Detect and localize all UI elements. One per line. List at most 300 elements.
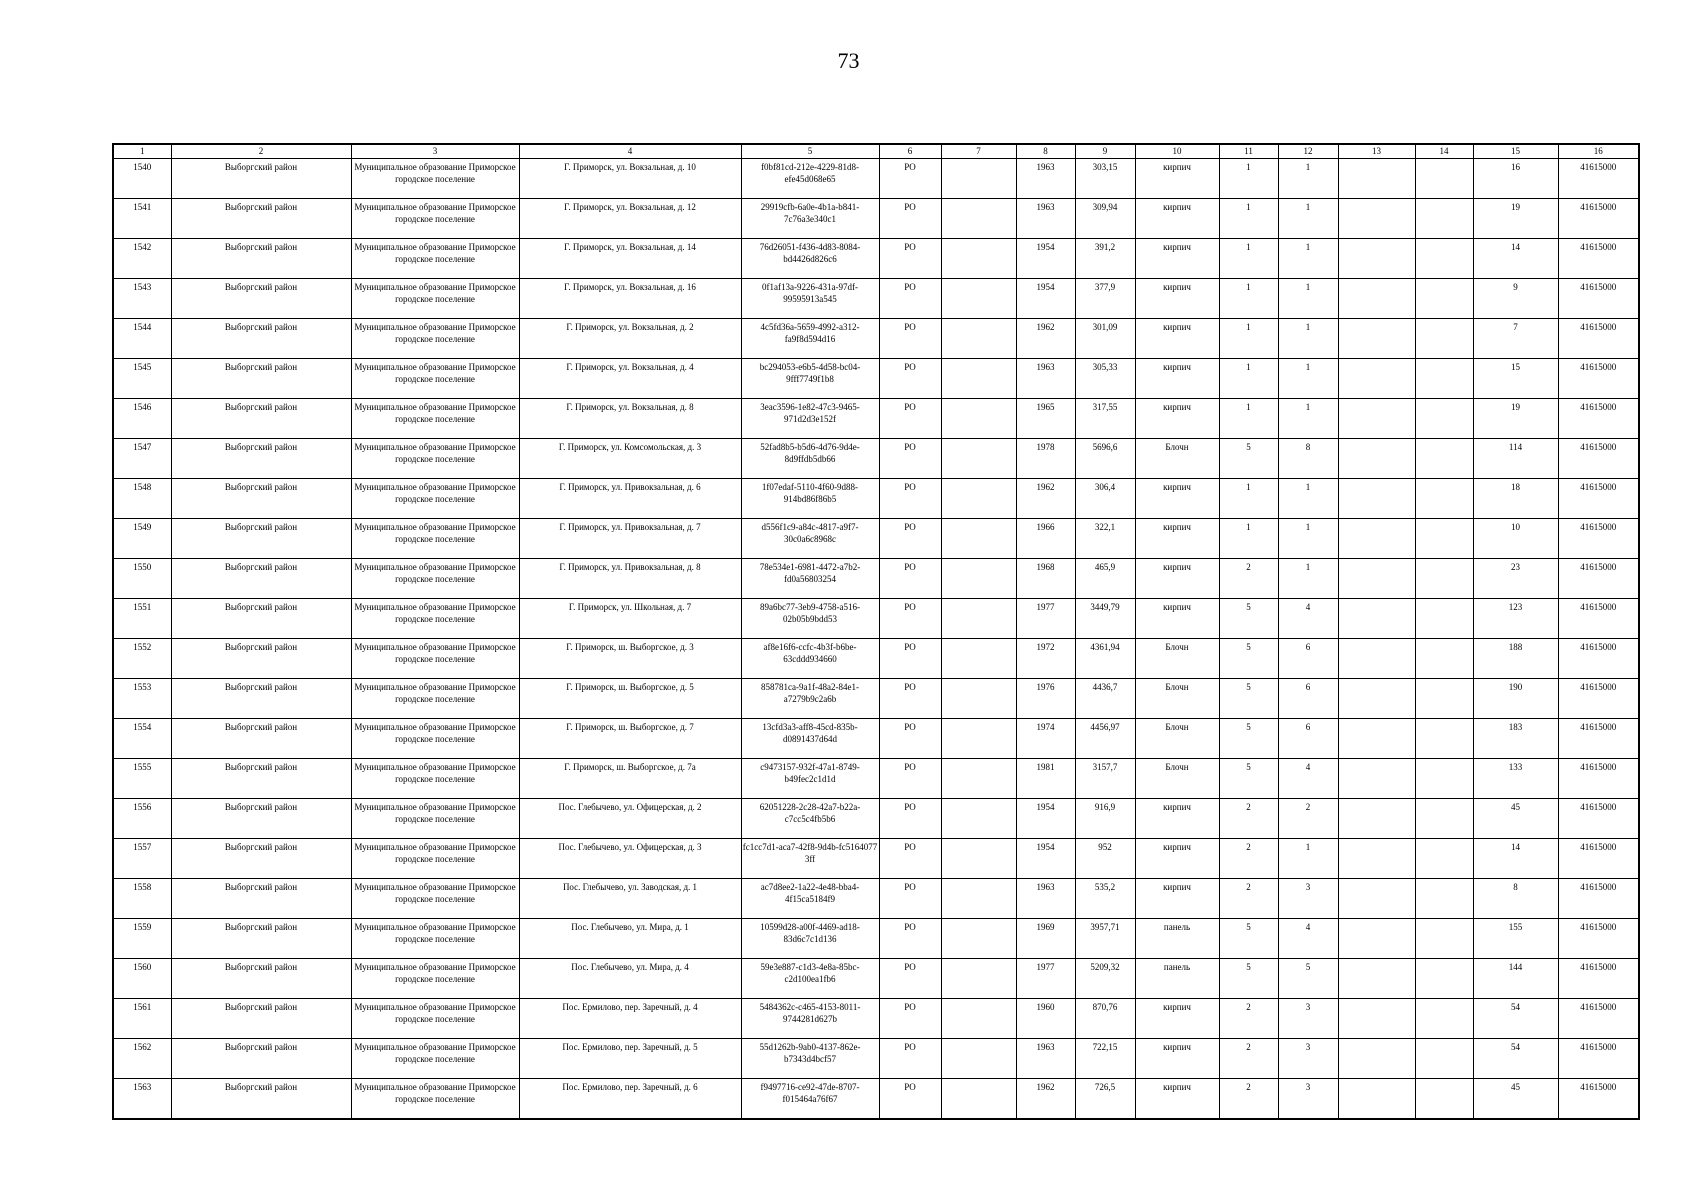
table-cell: панель [1135,919,1219,959]
table-cell: Муниципальное образование Приморское городское поселение [351,479,519,519]
table-cell: Пос. Глебычево, ул. Офицерская, д. 3 [519,839,741,879]
table-cell: 1547 [113,439,171,479]
table-cell: 1558 [113,879,171,919]
table-cell: 10 [1473,519,1558,559]
table-cell: Пос. Глебычево, ул. Мира, д. 4 [519,959,741,999]
table-cell: РО [879,279,941,319]
table-cell [1338,759,1415,799]
table-row [113,239,1639,279]
table-cell: Г. Приморск, ул. Вокзальная, д. 10 [519,159,741,199]
table-cell: 317,55 [1075,399,1135,439]
table-cell [1415,959,1473,999]
table-cell: РО [879,559,941,599]
table-row [113,159,1639,199]
table-cell: РО [879,399,941,439]
table-cell: панель [1135,959,1219,999]
table-cell: 4 [1278,759,1338,799]
table-cell: 1978 [1016,439,1075,479]
table-cell: fc1cc7d1-aca7-42f8-9d4b-fc5164077 3ff [741,839,879,879]
table-cell [1415,759,1473,799]
table-cell: 41615000 [1558,519,1639,559]
table-cell: кирпич [1135,359,1219,399]
table-cell [1415,839,1473,879]
table-row [113,639,1639,679]
table-cell: Муниципальное образование Приморское городское поселение [351,559,519,599]
table-cell [1338,599,1415,639]
table-cell: 1966 [1016,519,1075,559]
table-cell: 1f07edaf-5110-4f60-9d88-914bd86f86b5 [741,479,879,519]
table-cell: 1 [1278,839,1338,879]
table-row [113,839,1639,879]
table-cell: Выборгский район [171,519,351,559]
table-cell: 1549 [113,519,171,559]
table-cell: 1 [1219,399,1278,439]
table-cell [941,1079,1016,1120]
table-cell: Муниципальное образование Приморское городское поселение [351,159,519,199]
table-cell: Муниципальное образование Приморское городское поселение [351,679,519,719]
table-cell: 188 [1473,639,1558,679]
table-cell: 1551 [113,599,171,639]
table-cell: 1 [1219,319,1278,359]
table-cell: 19 [1473,199,1558,239]
table-cell: 306,4 [1075,479,1135,519]
table-row [113,559,1639,599]
table-cell: 54 [1473,999,1558,1039]
table-cell: 1545 [113,359,171,399]
table-cell: 0f1af13a-9226-431a-97df-99595913a545 [741,279,879,319]
table-cell: Пос. Глебычево, ул. Офицерская, д. 2 [519,799,741,839]
page-number: 73 [837,48,860,73]
table-cell [1338,999,1415,1039]
table-cell: 41615000 [1558,279,1639,319]
table-cell [1338,839,1415,879]
column-header: 6 [879,144,941,159]
table-cell: 1553 [113,679,171,719]
table-cell [1415,559,1473,599]
table-cell: 6 [1278,679,1338,719]
table-cell: 1968 [1016,559,1075,599]
table-cell [1415,999,1473,1039]
table-cell: 1563 [113,1079,171,1120]
table-cell: 4 [1278,919,1338,959]
table-cell: 41615000 [1558,599,1639,639]
table-cell [1415,719,1473,759]
table-cell: 1 [1219,279,1278,319]
table-cell: 5 [1219,599,1278,639]
table-cell [1415,519,1473,559]
table-cell: 1552 [113,639,171,679]
table-cell: 1 [1278,519,1338,559]
table-cell [1338,479,1415,519]
table-row [113,959,1639,999]
table-cell: 1 [1278,319,1338,359]
table-cell: Муниципальное образование Приморское городское поселение [351,839,519,879]
table-cell: Выборгский район [171,999,351,1039]
table-cell: РО [879,999,941,1039]
table-cell: 916,9 [1075,799,1135,839]
table-cell: 322,1 [1075,519,1135,559]
table-cell: Муниципальное образование Приморское городское поселение [351,319,519,359]
table-cell [1415,799,1473,839]
table-cell: 16 [1473,159,1558,199]
column-header: 11 [1219,144,1278,159]
column-header: 13 [1338,144,1415,159]
table-cell: Г. Приморск, ул. Вокзальная, д. 2 [519,319,741,359]
table-cell: 123 [1473,599,1558,639]
table-cell [1338,879,1415,919]
table-cell: 2 [1219,1079,1278,1120]
table-cell: 41615000 [1558,1079,1639,1120]
table-cell: 1962 [1016,319,1075,359]
table-cell: Блочн [1135,639,1219,679]
table-row [113,199,1639,239]
table-cell: 2 [1219,839,1278,879]
table-cell: Выборгский район [171,799,351,839]
table-cell: Г. Приморск, ш. Выборгское, д. 3 [519,639,741,679]
table-cell: 55d1262b-9ab0-4137-862e-b7343d4bcf57 [741,1039,879,1079]
table-cell: Муниципальное образование Приморское городское поселение [351,719,519,759]
table-cell: 1 [1278,479,1338,519]
table-cell: РО [879,959,941,999]
table-cell: 1543 [113,279,171,319]
table-cell: РО [879,1039,941,1079]
table-cell: Выборгский район [171,1079,351,1120]
table-cell: 2 [1219,999,1278,1039]
table-cell: 13cfd3a3-aff8-45cd-835b-d0891437d64d [741,719,879,759]
table-cell: Пос. Глебычево, ул. Мира, д. 1 [519,919,741,959]
table-cell: 1972 [1016,639,1075,679]
table-cell: Пос. Ермилово, пер. Заречный, д. 4 [519,999,741,1039]
table-cell: Выборгский район [171,639,351,679]
table-cell: Выборгский район [171,439,351,479]
table-cell: 41615000 [1558,559,1639,599]
table-cell: 1562 [113,1039,171,1079]
header-row [113,144,1639,159]
table-cell: Пос. Ермилово, пер. Заречный, д. 6 [519,1079,741,1120]
table-cell: 2 [1219,799,1278,839]
table-cell: Муниципальное образование Приморское городское поселение [351,999,519,1039]
table-cell: Выборгский район [171,199,351,239]
table-row [113,919,1639,959]
table-cell: кирпич [1135,1039,1219,1079]
table-cell [941,959,1016,999]
table-cell: 41615000 [1558,1039,1639,1079]
table-cell: Пос. Глебычево, ул. Заводская, д. 1 [519,879,741,919]
table-cell: РО [879,799,941,839]
table-cell [1415,359,1473,399]
table-cell: 1544 [113,319,171,359]
table-cell: Блочн [1135,759,1219,799]
table-cell: 1550 [113,559,171,599]
table-cell: Выборгский район [171,679,351,719]
table-cell: 4c5fd36a-5659-4992-a312-fa9f8d594d16 [741,319,879,359]
table-cell: 3 [1278,1039,1338,1079]
table-cell: 5209,32 [1075,959,1135,999]
table-cell [941,239,1016,279]
column-header: 10 [1135,144,1219,159]
column-header: 3 [351,144,519,159]
table-cell: 1 [1278,399,1338,439]
table-cell: ac7d8ee2-1a22-4e48-bba4-4f15ca5184f9 [741,879,879,919]
table-cell: 1 [1219,479,1278,519]
table-cell: 305,33 [1075,359,1135,399]
table-cell: Муниципальное образование Приморское городское поселение [351,279,519,319]
table-cell: 3 [1278,1079,1338,1120]
column-header: 1 [113,144,171,159]
table-cell: 1541 [113,199,171,239]
table-row [113,519,1639,559]
table-cell: Г. Приморск, ул. Школьная, д. 7 [519,599,741,639]
column-header: 7 [941,144,1016,159]
table-cell [941,279,1016,319]
table-cell: 1 [1219,359,1278,399]
table-cell: Выборгский район [171,759,351,799]
table-cell: 144 [1473,959,1558,999]
table-cell: 2 [1219,879,1278,919]
table-cell [1338,719,1415,759]
table-cell [1415,279,1473,319]
table-cell: Выборгский район [171,399,351,439]
table-cell: Муниципальное образование Приморское городское поселение [351,439,519,479]
table-cell [941,639,1016,679]
table-cell: 722,15 [1075,1039,1135,1079]
table-cell: 4 [1278,599,1338,639]
table-cell: Г. Приморск, ш. Выборгское, д. 7 [519,719,741,759]
table-row [113,479,1639,519]
table-cell: 1962 [1016,1079,1075,1120]
table-cell: 1 [1219,159,1278,199]
table-cell: 41615000 [1558,679,1639,719]
table-cell: 41615000 [1558,799,1639,839]
table-cell: 1965 [1016,399,1075,439]
table-cell: 2 [1278,799,1338,839]
column-header: 8 [1016,144,1075,159]
table-cell: 7 [1473,319,1558,359]
column-header: 4 [519,144,741,159]
table-cell: 1962 [1016,479,1075,519]
table-cell: Муниципальное образование Приморское городское поселение [351,1039,519,1079]
table-cell: 377,9 [1075,279,1135,319]
table-cell: РО [879,759,941,799]
housing-registry-table [112,143,1640,1120]
table-cell: 1559 [113,919,171,959]
table-cell [941,559,1016,599]
table-cell: 465,9 [1075,559,1135,599]
table-cell: Выборгский район [171,239,351,279]
table-row [113,679,1639,719]
table-cell: 1548 [113,479,171,519]
table-cell: 41615000 [1558,239,1639,279]
table-cell: 1960 [1016,999,1075,1039]
table-cell: 303,15 [1075,159,1135,199]
table-cell: 10599d28-a00f-4469-ad18-83d6c7c1d136 [741,919,879,959]
table-cell [1415,239,1473,279]
table-cell: 5 [1278,959,1338,999]
table-cell [1415,1079,1473,1120]
table-cell: Муниципальное образование Приморское городское поселение [351,199,519,239]
table-cell: Г. Приморск, ш. Выборгское, д. 7а [519,759,741,799]
table-cell: 3449,79 [1075,599,1135,639]
table-cell: 5 [1219,719,1278,759]
table-cell: f0bf81cd-212e-4229-81d8-efe45d068e65 [741,159,879,199]
table-cell [1338,399,1415,439]
table-cell: РО [879,1079,941,1120]
table-cell: bc294053-e6b5-4d58-bc04-9fff7749f1b8 [741,359,879,399]
table-cell [1415,199,1473,239]
table-cell: 9 [1473,279,1558,319]
table-cell [941,199,1016,239]
table-cell: 1 [1278,279,1338,319]
table-cell: 41615000 [1558,159,1639,199]
table-cell: 41615000 [1558,199,1639,239]
table-cell: кирпич [1135,559,1219,599]
table-cell [1338,439,1415,479]
table-cell: 1542 [113,239,171,279]
table-cell: 726,5 [1075,1079,1135,1120]
table-cell: 23 [1473,559,1558,599]
table-cell [1338,359,1415,399]
table-cell: 1976 [1016,679,1075,719]
column-header: 12 [1278,144,1338,159]
table-cell: 1977 [1016,959,1075,999]
table-cell: 5 [1219,639,1278,679]
table-cell: 1963 [1016,1039,1075,1079]
table-cell: 1963 [1016,159,1075,199]
table-cell: 14 [1473,839,1558,879]
table-cell [1415,679,1473,719]
table-cell: Выборгский район [171,879,351,919]
table-cell [941,1039,1016,1079]
column-header: 15 [1473,144,1558,159]
table-cell: Г. Приморск, ул. Вокзальная, д. 16 [519,279,741,319]
table-cell: 41615000 [1558,959,1639,999]
table-cell: 54 [1473,1039,1558,1079]
table-cell: Выборгский район [171,719,351,759]
table-cell: 155 [1473,919,1558,959]
column-header: 14 [1415,144,1473,159]
table-cell: РО [879,199,941,239]
table-cell [1338,1039,1415,1079]
column-header: 9 [1075,144,1135,159]
table-cell: 1 [1278,199,1338,239]
table-cell: Выборгский район [171,479,351,519]
table-cell: Выборгский район [171,359,351,399]
table-cell: 1554 [113,719,171,759]
table-cell: Г. Приморск, ул. Вокзальная, д. 14 [519,239,741,279]
table-cell: c9473157-932f-47a1-8749-b49fec2c1d1d [741,759,879,799]
table-cell: РО [879,319,941,359]
table-cell: 1 [1219,519,1278,559]
table-cell: РО [879,359,941,399]
table-cell: Выборгский район [171,319,351,359]
table-cell: Г. Приморск, ул. Вокзальная, д. 4 [519,359,741,399]
table-cell [1415,1039,1473,1079]
table-cell [1338,639,1415,679]
table-cell: f9497716-ce92-47de-8707-f015464a76f67 [741,1079,879,1120]
table-cell [941,599,1016,639]
table-cell: 1974 [1016,719,1075,759]
table-cell: 1 [1219,199,1278,239]
table-cell: 5696,6 [1075,439,1135,479]
table-cell: Блочн [1135,679,1219,719]
table-cell: 1556 [113,799,171,839]
table-cell: Г. Приморск, ул. Привокзальная, д. 7 [519,519,741,559]
table-cell: РО [879,719,941,759]
table-cell: 133 [1473,759,1558,799]
table-cell: 41615000 [1558,839,1639,879]
table-cell: 59e3e887-c1d3-4e8a-85bc-c2d100ea1fb6 [741,959,879,999]
table-cell: 41615000 [1558,439,1639,479]
table-body [113,159,1639,1120]
table-cell: 1557 [113,839,171,879]
table-cell: кирпич [1135,839,1219,879]
table-cell: 1 [1278,359,1338,399]
table-cell: Г. Приморск, ул. Вокзальная, д. 12 [519,199,741,239]
table-cell: 45 [1473,1079,1558,1120]
table-cell: 1 [1278,559,1338,599]
table-cell: 1977 [1016,599,1075,639]
table-cell: Муниципальное образование Приморское городское поселение [351,359,519,399]
table-cell [1415,639,1473,679]
table-cell: 5484362c-c465-4153-8011-9744281d627b [741,999,879,1039]
table-cell [941,319,1016,359]
table-cell: РО [879,159,941,199]
table-row [113,879,1639,919]
table-cell: 29919cfb-6a0e-4b1a-b841-7c76a3e340c1 [741,199,879,239]
table-cell: 19 [1473,399,1558,439]
table-cell [941,999,1016,1039]
table-cell: Блочн [1135,719,1219,759]
table-cell: 1555 [113,759,171,799]
table-cell [1415,879,1473,919]
table-cell: РО [879,879,941,919]
table-cell: Г. Приморск, ул. Привокзальная, д. 6 [519,479,741,519]
table-cell: РО [879,919,941,959]
table-cell [941,519,1016,559]
table-cell: Выборгский район [171,839,351,879]
table-cell: 1540 [113,159,171,199]
table-cell [1338,239,1415,279]
table-cell: кирпич [1135,879,1219,919]
table-cell: Блочн [1135,439,1219,479]
table-cell: 45 [1473,799,1558,839]
table-cell: 858781ca-9a1f-48a2-84e1-a7279b9c2a6b [741,679,879,719]
table-cell [941,799,1016,839]
table-cell: кирпич [1135,799,1219,839]
table-cell: 41615000 [1558,719,1639,759]
table-cell: 76d26051-f436-4d83-8084-bd4426d826c6 [741,239,879,279]
table-cell [1415,919,1473,959]
table-cell: 391,2 [1075,239,1135,279]
table-cell: 1981 [1016,759,1075,799]
table-cell: кирпич [1135,279,1219,319]
table-cell: Выборгский район [171,919,351,959]
table-cell [1338,799,1415,839]
table-cell: 114 [1473,439,1558,479]
table-cell: 952 [1075,839,1135,879]
table-row [113,719,1639,759]
table-cell [1338,319,1415,359]
table-cell: 870,76 [1075,999,1135,1039]
table-row [113,319,1639,359]
table-cell [941,159,1016,199]
table-cell [1338,199,1415,239]
table-cell: 309,94 [1075,199,1135,239]
table-cell: 3957,71 [1075,919,1135,959]
table-cell: 3 [1278,879,1338,919]
table-cell [1338,159,1415,199]
table-cell: кирпич [1135,599,1219,639]
